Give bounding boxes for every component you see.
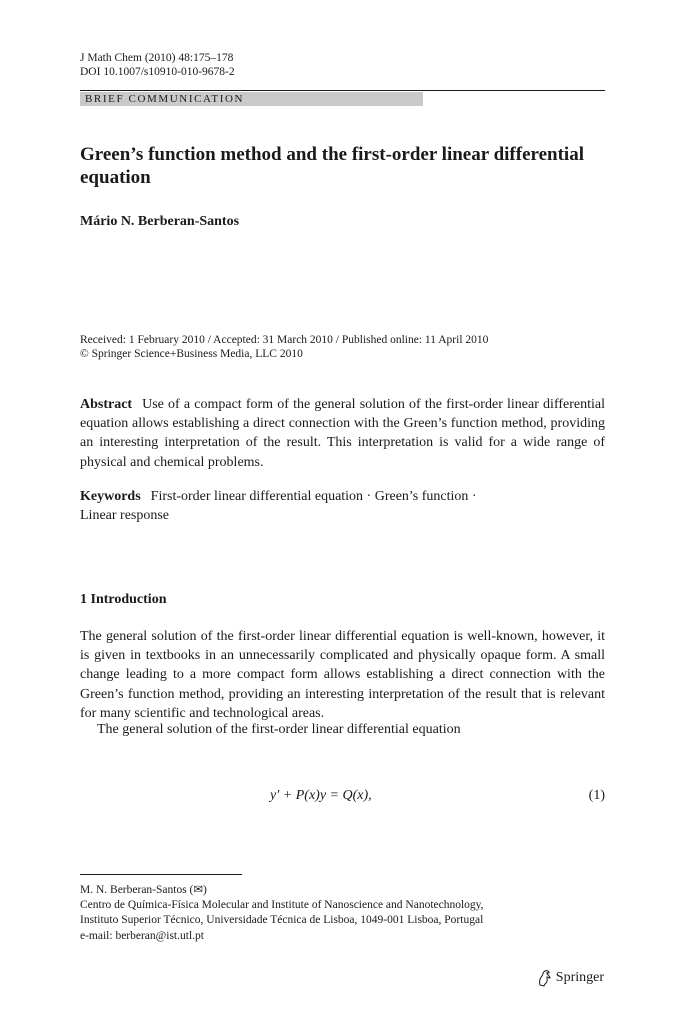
introduction-paragraph-2: The general solution of the first-order linear differential equation: [97, 722, 461, 737]
publisher-logo: [537, 969, 604, 987]
keywords-label: Keywords: [80, 489, 141, 504]
copyright: © Springer Science+Business Media, LLC 2010: [80, 348, 303, 360]
abstract-text: Use of a compact form of the general solution of the first-order linear differential equation allows establishing a direct connection with the Green’s function method, providing an interesting interpretation of the result. This interpretation is valid for a wide range of physical and chemical problems.: [80, 397, 605, 470]
article-title: Green’s function method and the first-order linear differential equation: [80, 144, 584, 188]
abstract-label: Abstract: [80, 397, 133, 412]
equation-number: (1): [588, 788, 605, 803]
author-name: Mário N. Berberan-Santos: [80, 214, 240, 229]
doi: DOI 10.1007/s10910-010-9678-2: [80, 66, 235, 78]
date-history: Received: 1 February 2010 / Accepted: 31 March 2010 / Published online: 11 April 2010: [80, 334, 489, 346]
equation-expression: y′ + P(x)y = Q(x),: [270, 788, 372, 803]
footnote-affiliation-1: Centro de Química-Física Molecular and Institute of Nanoscience and Nanotechnology,: [80, 899, 484, 912]
footnote-rule: [80, 874, 242, 875]
publisher-name: Springer: [555, 970, 604, 985]
keywords-line-2: Linear response: [80, 508, 170, 524]
journal-reference: J Math Chem (2010) 48:175–178: [80, 52, 234, 64]
author-footnote: [80, 883, 605, 944]
footnote-affiliation-2: Instituto Superior Técnico, Universidade Técnica de Lisboa, 1049-001 Lisboa, Portugal: [80, 914, 484, 927]
section-heading-introduction: 1 Introduction: [80, 592, 167, 607]
keywords-line-1: First-order linear differential equation · Green’s function ·: [150, 489, 477, 504]
header-rule: [80, 90, 605, 91]
keywords: [80, 487, 605, 525]
journal-header: [80, 51, 235, 79]
abstract: [80, 395, 605, 472]
footnote-author: M. N. Berberan-Santos (✉): [80, 884, 207, 896]
springer-horse-icon: [537, 969, 552, 987]
publication-dates: [80, 333, 605, 361]
introduction-paragraph-1: The general solution of the first-order linear differential equation is well-known, however, it is given in textbooks in an unnecessarily complicated and physically opaque form. A small change leading to a more compact form allows establishing a direct connection with the Green’s function method, providing an interesting interpretation of the result that is relevant for many scientific and technological areas.: [80, 629, 605, 721]
footnote-email: e-mail: berberan@ist.utl.pt: [80, 929, 204, 942]
equation-1: [80, 788, 605, 808]
section-label: BRIEF COMMUNICATION: [85, 93, 245, 105]
